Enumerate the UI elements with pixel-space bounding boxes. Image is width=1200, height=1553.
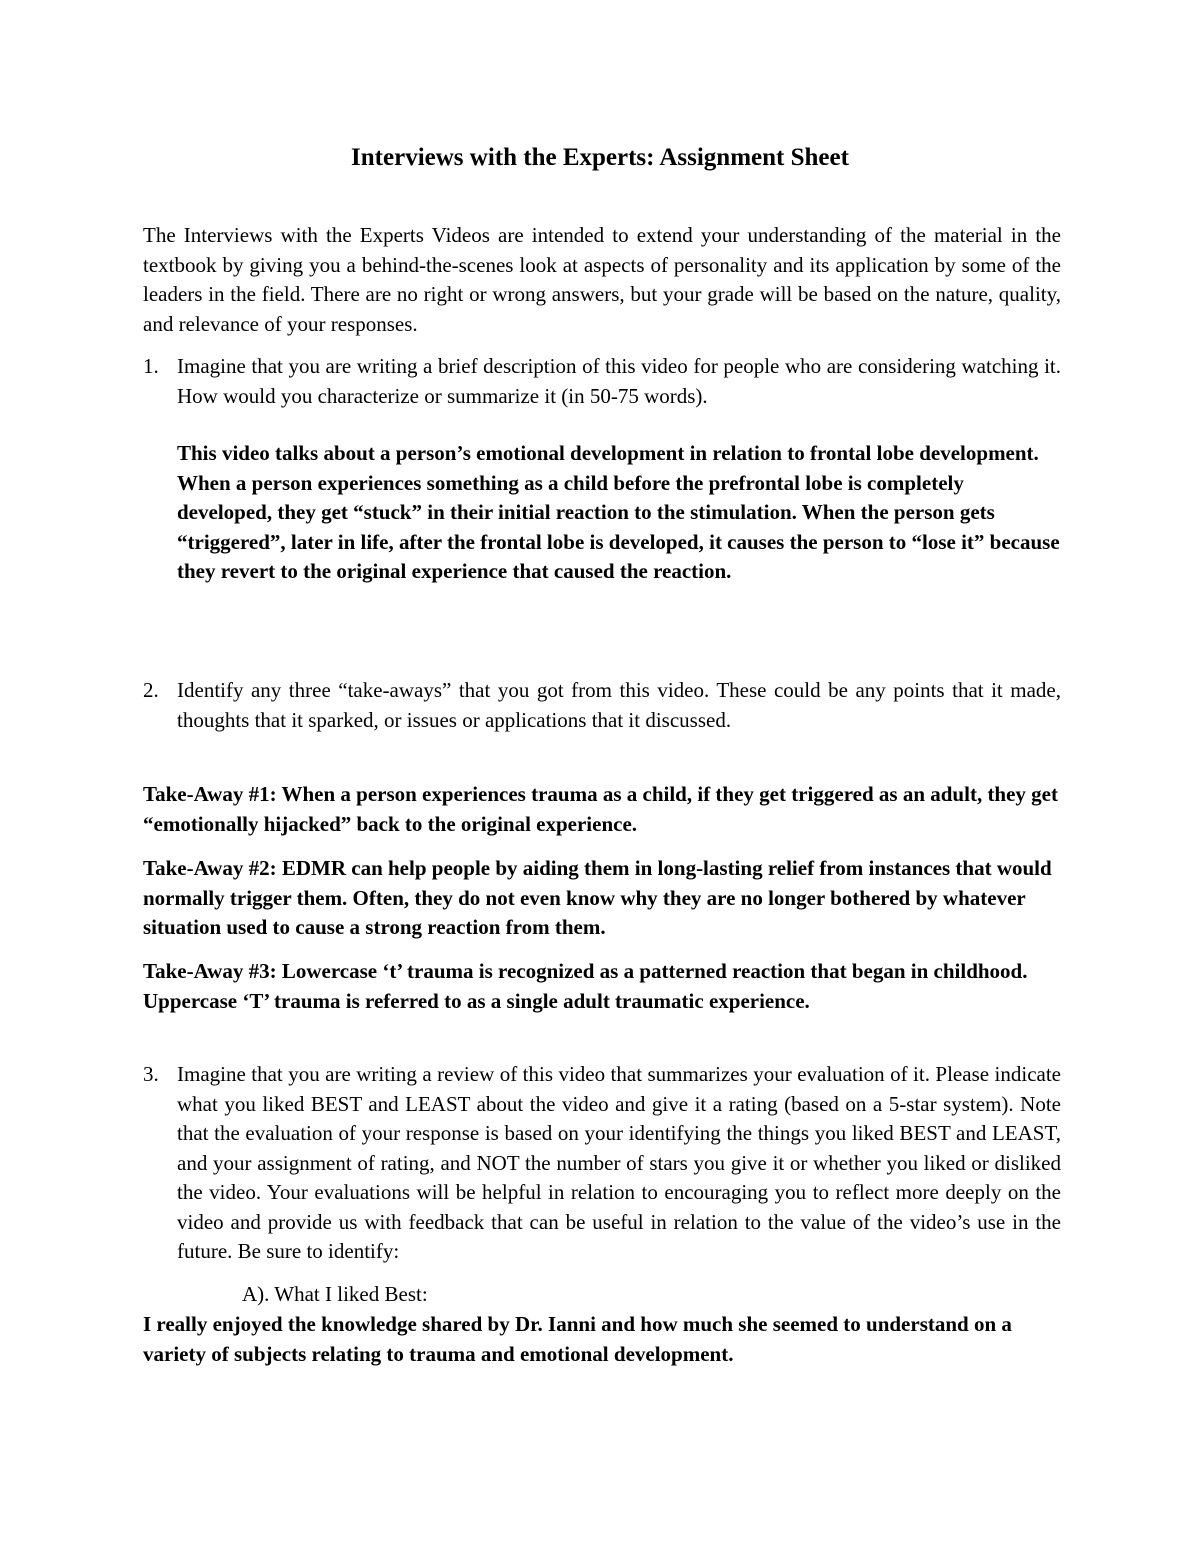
takeaway-1: Take-Away #1: When a person experiences trauma as a child, if they get triggered as an adult, they get “emotionally hijacked” back to the original experience. xyxy=(143,782,1058,836)
liked-best-label: A). What I liked Best: xyxy=(242,1282,428,1306)
liked-best-answer: I really enjoyed the knowledge shared by Dr. Ianni and how much she seemed to understand on a variety of subjects relating to trauma and emotional development. xyxy=(143,1312,1012,1366)
question-1-text: Imagine that you are writing a brief description of this video for people who are considering watching it. How would you characterize or summarize it (in 50-75 words). xyxy=(177,354,1061,408)
takeaway-3: Take-Away #3: Lowercase ‘t’ trauma is recognized as a patterned reaction that began in childhood. Uppercase ‘T’ trauma is referred to as a single adult traumatic experience. xyxy=(143,959,1028,1013)
question-2-number: 2. xyxy=(143,678,159,702)
question-3-text: Imagine that you are writing a review of this video that summarizes your evaluation of it. Please indicate what you liked BEST and LEAST about the video and give it a rating (based on a 5-star system). Note that the evaluation of your response is based on your identifying the things you liked BEST and LEAST, and your assignment of rating, and NOT the number of stars you give it or whether you liked or disliked the video. Your evaluations will be helpful in relation to encouraging you to reflect more deeply on the video and provide us with feedback that can be useful in relation to the value of the video’s use in the future. Be sure to identify: xyxy=(177,1062,1061,1263)
takeaway-2: Take-Away #2: EDMR can help people by aiding them in long-lasting relief from instances that would normally trigger them. Often, they do not even know why they are no longer bothered by whatever situation used to cause a strong reaction from them. xyxy=(143,856,1052,939)
question-1-answer: This video talks about a person’s emotional development in relation to frontal lobe development. When a person experiences something as a child before the prefrontal lobe is completely developed, they get “stuck” in their initial reaction to the stimulation. When the person gets “triggered”, later in life, after the frontal lobe is developed, it causes the person to “lose it” because they revert to the original experience that caused the reaction. xyxy=(177,441,1060,583)
question-2-text: Identify any three “take-aways” that you got from this video. These could be any points that it made, thoughts that it sparked, or issues or applications that it discussed. xyxy=(177,678,1061,732)
page-title: Interviews with the Experts: Assignment Sheet xyxy=(351,144,849,171)
question-1-number: 1. xyxy=(143,354,159,378)
question-3-number: 3. xyxy=(143,1062,159,1086)
intro-paragraph: The Interviews with the Experts Videos are intended to extend your understanding of the material in the textbook by giving you a behind-the-scenes look at aspects of personality and its application by some of the leaders in the field. There are no right or wrong answers, but your grade will be based on the nature, quality, and relevance of your responses. xyxy=(143,223,1061,336)
